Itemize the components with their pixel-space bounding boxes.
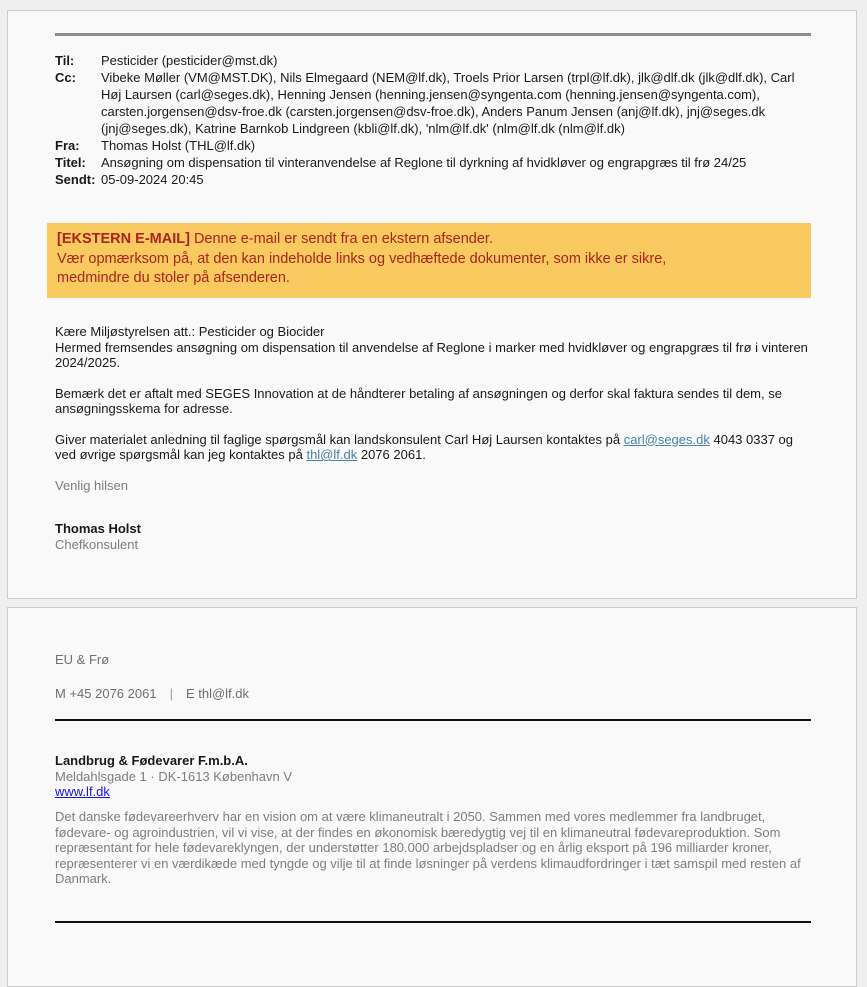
email-message-panel [7, 10, 857, 599]
header-divider-rule [55, 33, 811, 36]
external-email-warning-banner [47, 223, 811, 298]
to-label: Til: [55, 53, 75, 68]
signature-footer-panel [7, 607, 857, 987]
footer-divider-rule-bottom [55, 921, 811, 923]
contact-text-1: Giver materialet anledning til faglige spørgsmål kan landskonsulent Carl Høj Laursen kontaktes på [55, 431, 624, 447]
closing-line: Venlig hilsen [55, 477, 128, 493]
contact-separator: | [169, 686, 173, 701]
signature-title: Chefkonsulent [55, 536, 139, 552]
contact-paragraph [55, 432, 815, 463]
signature-name: Thomas Holst [55, 521, 141, 536]
company-address: Meldahlsgade 1 · DK-1613 København V [55, 768, 293, 784]
sent-value: 05-09-2024 20:45 [101, 172, 204, 187]
greeting-line: Kære Miljøstyrelsen att.: Pesticider og Biocider [55, 324, 325, 339]
sent-label: Sendt: [55, 172, 96, 187]
email-address: E thl@lf.dk [185, 686, 250, 701]
thl-email-link[interactable]: thl@lf.dk [306, 447, 358, 462]
from-label: Fra: [55, 138, 80, 153]
carl-email-link[interactable]: carl@seges.dk [623, 431, 710, 447]
warning-line-2: Vær opmærksom på, at den kan indeholde links og vedhæftede dokumenter, som ikke er sikre, [57, 250, 667, 267]
payment-note-paragraph: Bemærk det er aftalt med SEGES Innovation at de håndterer betaling af ansøgningen og derfor skal faktura sendes til dem, se ansøgningsskema for adresse. [55, 385, 782, 416]
footer-divider-rule-top [55, 719, 811, 721]
cc-label: Cc: [55, 70, 76, 85]
contact-line [55, 686, 249, 701]
cc-value: Vibeke Møller (VM@MST.DK), Nils Elmegaard (NEM@lf.dk), Troels Prior Larsen (trpl@lf.dk), jlk@dlf.dk (jlk@dlf.dk), Carl Høj Laursen (carl@seges.dk), Henning Jensen (henning.jensen@syngenta.com (henning.jensen@syngenta.com), carsten.jorgensen@dsv-froe.dk (carsten.jorgensen@dsv-froe.dk), Anders Panum Jensen (anj@lf.dk), jnj@seges.dk (jnj@seges.dk), Katrine Barnkob Lindgreen (kbli@lf.dk), 'nlm@lf.dk' (nlm@lf.dk (nlm@lf.dk) [101, 70, 795, 136]
subject-label: Titel: [55, 155, 86, 170]
company-mission-statement: Det danske fødevareerhverv har en vision om at være klimaneutralt i 2050. Sammen med vores medlemmer fra landbruget, fødevare- og agroindustrien, vil vi vise, at der findes en økonomisk bæredygtig vej til en klimaneutral fødevareproduktion. Som repræsentant for hele fødevareklyngen, der understøtter 180.000 arbejdspladser og en årlig eksport på 196 milliarder kroner, repræsenterer vi en værdikæde med tyngde og vilje til at finde løsninger på verdens klimaudfordringer i tæt samspil med resten af Danmark. [55, 809, 801, 886]
greeting-paragraph [55, 324, 815, 371]
warning-bold-tag: [EKSTERN E-MAIL] [57, 231, 190, 247]
contact-text-3: 2076 2061. [357, 447, 426, 462]
to-value: Pesticider (pesticider@mst.dk) [101, 53, 278, 68]
subject-value: Ansøgning om dispensation til vinteranvendelse af Reglone til dyrkning af hvidkløver og engrapgræs til frø 24/25 [101, 155, 747, 170]
company-name: Landbrug & Fødevarer F.m.b.A. [55, 753, 248, 768]
warning-line-3: medmindre du stoler på afsenderen. [57, 270, 290, 286]
intro-text: Hermed fremsendes ansøgning om dispensation til anvendelse af Reglone i marker med hvidkløver og engrapgræs til frø i vinteren 2024/2025. [55, 339, 808, 370]
from-value: Thomas Holst (THL@lf.dk) [101, 138, 256, 153]
contact-text-2: 4043 0337 og ved øvrige spørgsmål kan jeg kontaktes på [55, 431, 794, 462]
warning-line-1-text: Denne e-mail er sendt fra en ekstern afsender. [189, 231, 493, 247]
company-block [55, 753, 292, 800]
company-website-link[interactable]: www.lf.dk [55, 784, 110, 799]
email-header [55, 52, 815, 188]
warning-line-1 [57, 230, 799, 250]
email-body [55, 324, 815, 552]
mobile-number: M +45 2076 2061 [55, 686, 157, 701]
department-line: EU & Frø [55, 652, 110, 667]
